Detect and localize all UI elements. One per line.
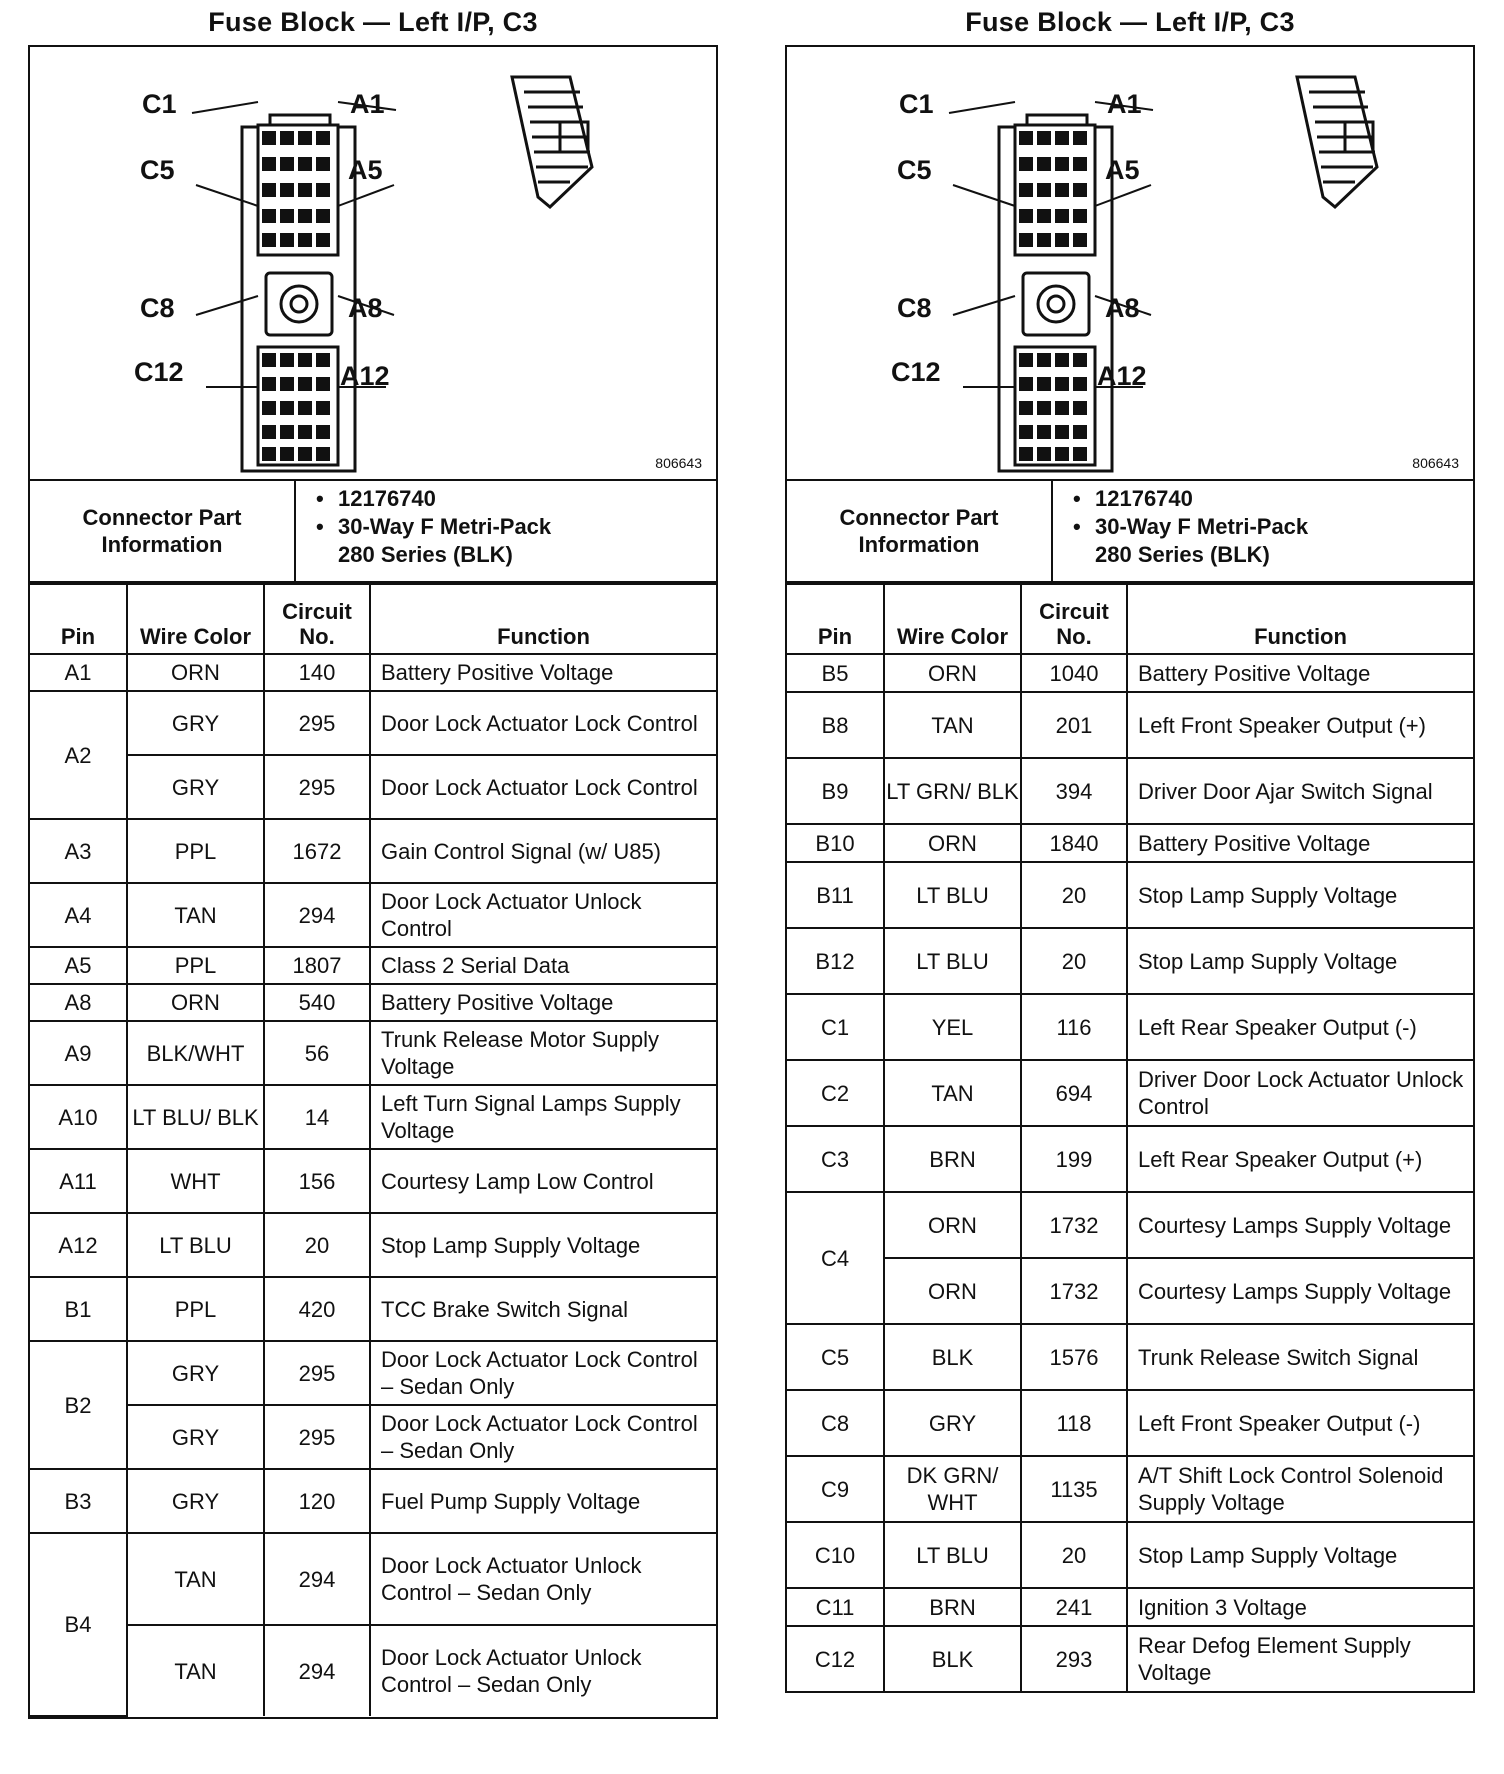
table-row [30, 654, 716, 691]
label-a1: A1 [1107, 89, 1142, 119]
part-description: 30-Way F Metri-Pack [338, 514, 552, 539]
table-row [30, 947, 716, 984]
pin-cell: A5 [30, 947, 127, 984]
function-cell: Trunk Release Switch Signal [1127, 1324, 1473, 1390]
wire-cell: LT GRN/ BLK [884, 758, 1021, 824]
circuit-cell: 118 [1021, 1390, 1127, 1456]
function-cell: Door Lock Actuator Lock Control – Sedan Only [370, 1341, 716, 1405]
connector-diagram [787, 47, 1473, 481]
label-c12: C12 [891, 357, 941, 387]
header-wire-color: Wire Color [884, 584, 1021, 654]
function-cell: Stop Lamp Supply Voltage [370, 1213, 716, 1277]
right-connector-sheet [785, 0, 1475, 1693]
wire-cell: ORN [884, 1258, 1021, 1324]
circuit-cell: 294 [264, 883, 370, 947]
table-row [30, 883, 716, 947]
pin-cell: C8 [787, 1390, 884, 1456]
connector-box [785, 45, 1475, 1693]
pin-cell: A9 [30, 1021, 127, 1085]
function-cell: Battery Positive Voltage [370, 984, 716, 1021]
function-cell: Courtesy Lamps Supply Voltage [1127, 1192, 1473, 1258]
part-series: 280 Series (BLK) [338, 542, 513, 567]
table-row [787, 1126, 1473, 1192]
label-a5: A5 [348, 155, 383, 185]
circuit-cell: 295 [264, 691, 370, 755]
table-row [787, 1588, 1473, 1626]
label-a1: A1 [350, 89, 385, 119]
circuit-cell: 420 [264, 1277, 370, 1341]
table-row [30, 1213, 716, 1277]
table-header-row [30, 584, 716, 654]
part-number: 12176740 [338, 486, 436, 511]
function-cell: Driver Door Lock Actuator Unlock Control [1127, 1060, 1473, 1126]
function-cell: Left Front Speaker Output (+) [1127, 692, 1473, 758]
table-row [787, 928, 1473, 994]
pin-cell: B8 [787, 692, 884, 758]
label-c8: C8 [140, 293, 175, 323]
wire-cell: BLK [884, 1324, 1021, 1390]
connector-info [30, 481, 716, 583]
connector-info-values: • 12176740 • 30-Way F Metri-Pack 280 Series (BLK) [296, 481, 716, 581]
header-function: Function [1127, 584, 1473, 654]
function-cell: Stop Lamp Supply Voltage [1127, 862, 1473, 928]
function-cell: Door Lock Actuator Unlock Control [370, 883, 716, 947]
table-row [30, 1149, 716, 1213]
circuit-cell: 156 [264, 1149, 370, 1213]
label-a5: A5 [1105, 155, 1140, 185]
wire-cell: BLK [884, 1626, 1021, 1691]
pin-cell: B5 [787, 654, 884, 692]
pin-cell: B2 [30, 1341, 127, 1469]
figure-code: 806643 [1412, 455, 1459, 471]
table-row [787, 1258, 1473, 1324]
table-header-row [787, 584, 1473, 654]
table-row [787, 1626, 1473, 1691]
pin-cell: B10 [787, 824, 884, 862]
wire-cell: PPL [127, 1277, 264, 1341]
figure-code: 806643 [655, 455, 702, 471]
connector-info-label: Connector Part Information [30, 481, 296, 581]
wire-cell: ORN [127, 984, 264, 1021]
circuit-cell: 14 [264, 1085, 370, 1149]
circuit-cell: 293 [1021, 1626, 1127, 1691]
function-cell: Left Turn Signal Lamps Supply Voltage [370, 1085, 716, 1149]
wire-cell: DK GRN/ WHT [884, 1456, 1021, 1522]
function-cell: Ignition 3 Voltage [1127, 1588, 1473, 1626]
function-cell: Door Lock Actuator Lock Control [370, 755, 716, 819]
function-cell: Driver Door Ajar Switch Signal [1127, 758, 1473, 824]
circuit-cell: 294 [264, 1625, 370, 1716]
table-row [787, 692, 1473, 758]
connector-info [787, 481, 1473, 583]
wire-cell: ORN [884, 654, 1021, 692]
wire-cell: GRY [127, 691, 264, 755]
table-row [30, 1625, 716, 1716]
circuit-cell: 20 [1021, 862, 1127, 928]
function-cell: Stop Lamp Supply Voltage [1127, 928, 1473, 994]
wire-cell: LT BLU [884, 928, 1021, 994]
circuit-cell: 295 [264, 1341, 370, 1405]
connector-info-values: • 12176740 • 30-Way F Metri-Pack 280 Series (BLK) [1053, 481, 1473, 581]
table-row [787, 1390, 1473, 1456]
circuit-cell: 1040 [1021, 654, 1127, 692]
wire-cell: GRY [127, 1405, 264, 1469]
header-pin: Pin [30, 584, 127, 654]
table-row [787, 654, 1473, 692]
table-row [787, 824, 1473, 862]
circuit-cell: 1807 [264, 947, 370, 984]
connector-box [28, 45, 718, 1719]
table-row [30, 755, 716, 819]
function-cell: A/T Shift Lock Control Solenoid Supply Voltage [1127, 1456, 1473, 1522]
table-row [30, 1341, 716, 1405]
connector-diagram [30, 47, 716, 481]
pin-cell: C11 [787, 1588, 884, 1626]
table-row [787, 1456, 1473, 1522]
function-cell: Class 2 Serial Data [370, 947, 716, 984]
function-cell: TCC Brake Switch Signal [370, 1277, 716, 1341]
circuit-cell: 20 [1021, 928, 1127, 994]
wire-cell: GRY [127, 755, 264, 819]
pin-cell: B12 [787, 928, 884, 994]
circuit-cell: 140 [264, 654, 370, 691]
circuit-cell: 295 [264, 755, 370, 819]
wire-cell: LT BLU [127, 1213, 264, 1277]
function-cell: Door Lock Actuator Unlock Control – Sedan Only [370, 1625, 716, 1716]
pin-cell: B1 [30, 1277, 127, 1341]
wire-cell: ORN [127, 654, 264, 691]
label-c12: C12 [134, 357, 184, 387]
table-row [787, 758, 1473, 824]
function-cell: Left Rear Speaker Output (-) [1127, 994, 1473, 1060]
circuit-cell: 199 [1021, 1126, 1127, 1192]
wire-cell: GRY [884, 1390, 1021, 1456]
pin-cell: A3 [30, 819, 127, 883]
circuit-cell: 1732 [1021, 1258, 1127, 1324]
pin-cell: C5 [787, 1324, 884, 1390]
header-function: Function [370, 584, 716, 654]
circuit-cell: 1840 [1021, 824, 1127, 862]
label-a12: A12 [340, 361, 390, 391]
circuit-cell: 56 [264, 1021, 370, 1085]
header-circuit-no: Circuit No. [1021, 584, 1127, 654]
circuit-cell: 394 [1021, 758, 1127, 824]
wire-cell: TAN [127, 883, 264, 947]
table-row [787, 1192, 1473, 1258]
label-c1: C1 [142, 89, 177, 119]
circuit-cell: 1576 [1021, 1324, 1127, 1390]
table-row [30, 1085, 716, 1149]
table-row [30, 819, 716, 883]
table-row [787, 1522, 1473, 1588]
wire-cell: YEL [884, 994, 1021, 1060]
circuit-cell: 201 [1021, 692, 1127, 758]
pin-cell: A4 [30, 883, 127, 947]
table-row [30, 1533, 716, 1625]
wire-cell: PPL [127, 819, 264, 883]
circuit-cell: 295 [264, 1405, 370, 1469]
wire-cell: GRY [127, 1341, 264, 1405]
wire-cell: PPL [127, 947, 264, 984]
function-cell: Left Front Speaker Output (-) [1127, 1390, 1473, 1456]
label-c1: C1 [899, 89, 934, 119]
wire-cell: LT BLU/ BLK [127, 1085, 264, 1149]
pin-cell: B3 [30, 1469, 127, 1533]
sheet-title: Fuse Block — Left I/P, C3 [965, 7, 1295, 37]
function-cell: Door Lock Actuator Lock Control – Sedan Only [370, 1405, 716, 1469]
circuit-cell: 294 [264, 1533, 370, 1625]
wire-cell: TAN [884, 1060, 1021, 1126]
circuit-cell: 1135 [1021, 1456, 1127, 1522]
pin-cell: C12 [787, 1626, 884, 1691]
header-circuit-no: Circuit No. [264, 584, 370, 654]
pinout-table [30, 583, 716, 1717]
function-cell: Battery Positive Voltage [370, 654, 716, 691]
circuit-cell: 120 [264, 1469, 370, 1533]
left-connector-sheet [28, 0, 718, 1719]
pin-cell: A1 [30, 654, 127, 691]
pin-cell: C1 [787, 994, 884, 1060]
pin-cell: A2 [30, 691, 127, 819]
wire-cell: LT BLU [884, 1522, 1021, 1588]
circuit-cell: 1672 [264, 819, 370, 883]
pin-cell: C10 [787, 1522, 884, 1588]
wire-cell: ORN [884, 1192, 1021, 1258]
table-row [30, 1469, 716, 1533]
pin-cell: A11 [30, 1149, 127, 1213]
wire-cell: TAN [127, 1625, 264, 1716]
wire-cell: BLK/WHT [127, 1021, 264, 1085]
header-wire-color: Wire Color [127, 584, 264, 654]
function-cell: Fuel Pump Supply Voltage [370, 1469, 716, 1533]
function-cell: Door Lock Actuator Lock Control [370, 691, 716, 755]
circuit-cell: 241 [1021, 1588, 1127, 1626]
table-row [787, 1324, 1473, 1390]
label-a12: A12 [1097, 361, 1147, 391]
label-c5: C5 [897, 155, 932, 185]
wire-cell: BRN [884, 1126, 1021, 1192]
function-cell: Stop Lamp Supply Voltage [1127, 1522, 1473, 1588]
function-cell: Battery Positive Voltage [1127, 824, 1473, 862]
pin-cell: C9 [787, 1456, 884, 1522]
table-row [787, 862, 1473, 928]
circuit-cell: 1732 [1021, 1192, 1127, 1258]
table-row [787, 1060, 1473, 1126]
pinout-table [787, 583, 1473, 1691]
function-cell: Battery Positive Voltage [1127, 654, 1473, 692]
wire-cell: BRN [884, 1588, 1021, 1626]
circuit-cell: 20 [1021, 1522, 1127, 1588]
table-row [30, 984, 716, 1021]
circuit-cell: 694 [1021, 1060, 1127, 1126]
function-cell: Courtesy Lamp Low Control [370, 1149, 716, 1213]
part-number: 12176740 [1095, 486, 1193, 511]
wire-cell: LT BLU [884, 862, 1021, 928]
table-row [30, 1277, 716, 1341]
label-c5: C5 [140, 155, 175, 185]
function-cell: Gain Control Signal (w/ U85) [370, 819, 716, 883]
function-cell: Door Lock Actuator Unlock Control – Sedan Only [370, 1533, 716, 1625]
pin-cell: A12 [30, 1213, 127, 1277]
pin-cell: B11 [787, 862, 884, 928]
circuit-cell: 540 [264, 984, 370, 1021]
wire-cell: WHT [127, 1149, 264, 1213]
function-cell: Left Rear Speaker Output (+) [1127, 1126, 1473, 1192]
wire-cell: TAN [127, 1533, 264, 1625]
function-cell: Courtesy Lamps Supply Voltage [1127, 1258, 1473, 1324]
part-series: 280 Series (BLK) [1095, 542, 1270, 567]
label-a8: A8 [348, 293, 383, 323]
label-a8: A8 [1105, 293, 1140, 323]
connector-info-label: Connector Part Information [787, 481, 1053, 581]
function-cell: Rear Defog Element Supply Voltage [1127, 1626, 1473, 1691]
table-row [787, 994, 1473, 1060]
pin-cell: B9 [787, 758, 884, 824]
table-row [30, 1405, 716, 1469]
sheet-title: Fuse Block — Left I/P, C3 [208, 7, 538, 37]
circuit-cell: 116 [1021, 994, 1127, 1060]
pin-cell: A8 [30, 984, 127, 1021]
wire-cell: GRY [127, 1469, 264, 1533]
wire-cell: TAN [884, 692, 1021, 758]
label-c8: C8 [897, 293, 932, 323]
table-row [30, 691, 716, 755]
pin-cell: A10 [30, 1085, 127, 1149]
table-row [30, 1021, 716, 1085]
pin-cell: C2 [787, 1060, 884, 1126]
header-pin: Pin [787, 584, 884, 654]
wire-cell: ORN [884, 824, 1021, 862]
function-cell: Trunk Release Motor Supply Voltage [370, 1021, 716, 1085]
circuit-cell: 20 [264, 1213, 370, 1277]
part-description: 30-Way F Metri-Pack [1095, 514, 1309, 539]
pin-cell: C4 [787, 1192, 884, 1324]
pin-cell: B4 [30, 1533, 127, 1716]
pin-cell: C3 [787, 1126, 884, 1192]
